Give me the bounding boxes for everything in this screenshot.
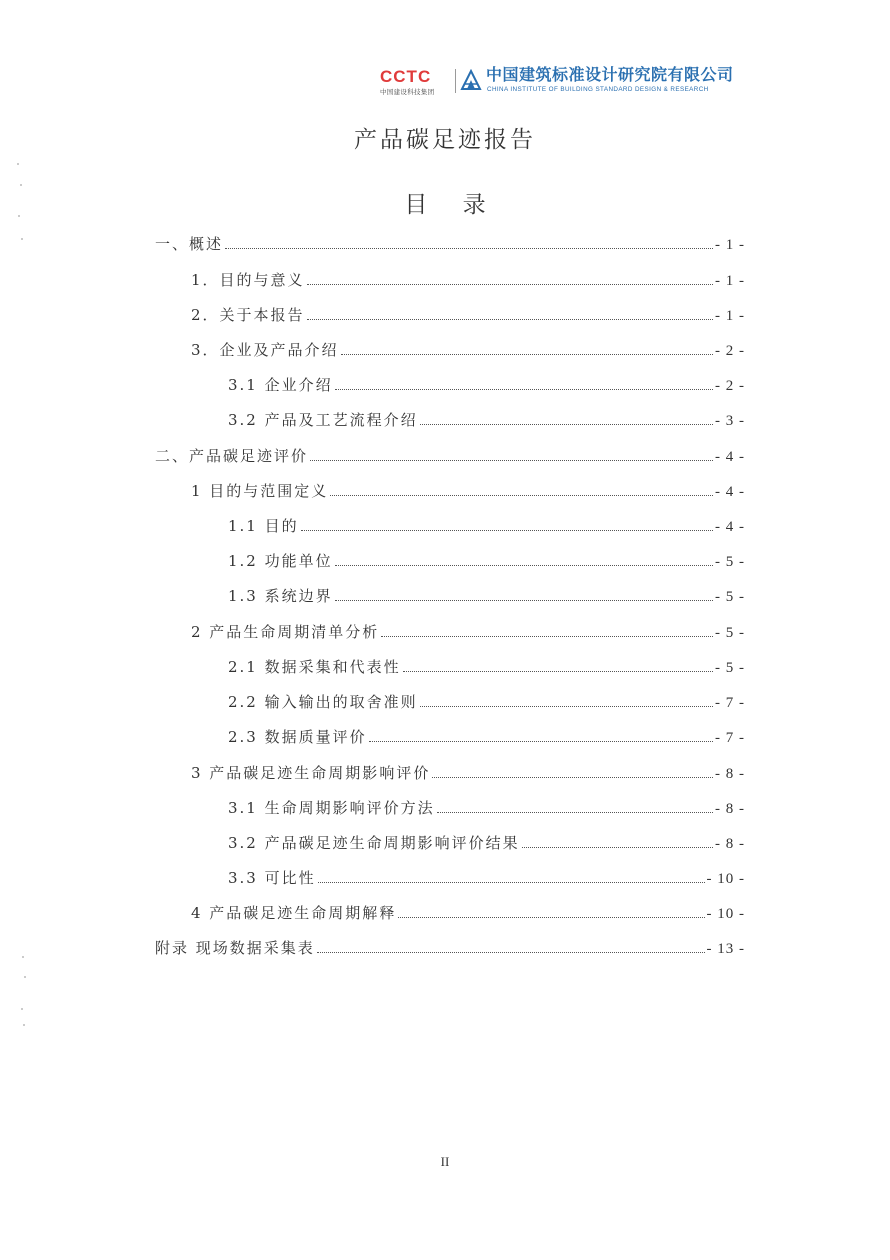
toc-entry-page: - 1 - bbox=[715, 308, 745, 324]
toc-entry-label: 附录 现场数据采集表 bbox=[155, 939, 315, 957]
toc-leader-dots bbox=[307, 284, 713, 285]
toc-entry-page: - 3 - bbox=[715, 413, 745, 429]
toc-entry-appendix[interactable] bbox=[155, 934, 745, 958]
scan-speck bbox=[21, 238, 23, 240]
toc-leader-dots bbox=[317, 952, 705, 953]
toc-entry-label: 二、产品碳足迹评价 bbox=[155, 447, 309, 465]
toc-entry-page: - 4 - bbox=[715, 519, 745, 535]
cctc-logo bbox=[380, 68, 452, 96]
toc-entry-label: 2.2 输入输出的取舍准则 bbox=[228, 693, 418, 711]
scan-speck bbox=[18, 215, 20, 217]
toc-leader-dots bbox=[225, 248, 713, 249]
toc-entry-label: 2.3 数据质量评价 bbox=[228, 728, 367, 746]
toc-leader-dots bbox=[335, 389, 713, 390]
toc-entry-impact-results[interactable] bbox=[228, 829, 745, 853]
toc-entry-page: - 10 - bbox=[706, 906, 745, 922]
logo-divider bbox=[455, 69, 456, 93]
header-logo bbox=[380, 66, 750, 98]
toc-entry-label: 3 产品碳足迹生命周期影响评价 bbox=[191, 764, 431, 782]
toc-entry-label: 3.1 企业介绍 bbox=[228, 376, 333, 394]
toc-entry-product-process[interactable] bbox=[228, 406, 745, 430]
toc-leader-dots bbox=[522, 847, 713, 848]
cctc-logo-mark: CCTC bbox=[380, 67, 432, 86]
toc-entry-data-collection[interactable] bbox=[228, 653, 745, 677]
toc-entry-interpretation[interactable] bbox=[191, 899, 745, 923]
toc-entry-page: - 13 - bbox=[706, 941, 745, 957]
toc-leader-dots bbox=[398, 917, 704, 918]
scan-speck bbox=[22, 956, 24, 958]
toc-entry-company-product[interactable] bbox=[191, 336, 745, 360]
toc-entry-label: 2 产品生命周期清单分析 bbox=[191, 623, 380, 641]
toc-entry-impact-method[interactable] bbox=[228, 794, 745, 818]
toc-leader-dots bbox=[369, 741, 713, 742]
toc-entry-label: 1．目的与意义 bbox=[191, 271, 305, 289]
toc-leader-dots bbox=[310, 460, 713, 461]
toc-leader-dots bbox=[432, 777, 713, 778]
toc-entry-impact-assessment[interactable] bbox=[191, 759, 745, 783]
toc-entry-page: - 5 - bbox=[715, 589, 745, 605]
toc-leader-dots bbox=[381, 636, 713, 637]
toc-entry-purpose-significance[interactable] bbox=[191, 266, 745, 290]
toc-leader-dots bbox=[437, 812, 713, 813]
toc-entry-label: 1.2 功能单位 bbox=[228, 552, 333, 570]
toc-entry-page: - 7 - bbox=[715, 695, 745, 711]
toc-entry-page: - 4 - bbox=[715, 449, 745, 465]
toc-entry-page: - 5 - bbox=[715, 625, 745, 641]
cibsdr-emblem-icon bbox=[460, 69, 482, 91]
scan-speck bbox=[21, 1008, 23, 1010]
toc-entry-page: - 8 - bbox=[715, 766, 745, 782]
toc-entry-page: - 7 - bbox=[715, 730, 745, 746]
toc-entry-comparability[interactable] bbox=[228, 864, 745, 888]
toc-entry-cutoff-criteria[interactable] bbox=[228, 688, 745, 712]
toc-leader-dots bbox=[420, 706, 713, 707]
toc-entry-company-intro[interactable] bbox=[228, 371, 745, 395]
page-number: II bbox=[440, 1154, 450, 1169]
toc-entry-label: 3.3 可比性 bbox=[228, 869, 316, 887]
institute-name-en: CHINA INSTITUTE OF BUILDING STANDARD DESIGN & RESEARCH bbox=[487, 86, 709, 93]
toc-entry-page: - 5 - bbox=[715, 554, 745, 570]
toc-entry-label: 2．关于本报告 bbox=[191, 306, 305, 324]
cctc-logo-subtitle: 中国建设科技集团 bbox=[380, 89, 435, 96]
toc-leader-dots bbox=[335, 600, 713, 601]
scan-speck bbox=[23, 1024, 25, 1026]
scan-speck bbox=[20, 184, 22, 186]
toc-entry-label: 1.1 目的 bbox=[228, 517, 299, 535]
toc-entry-label: 一、概述 bbox=[155, 235, 224, 253]
institute-name-cn: 中国建筑标准设计研究院有限公司 bbox=[486, 67, 734, 84]
toc-entry-page: - 2 - bbox=[715, 343, 745, 359]
toc-entry-system-boundary[interactable] bbox=[228, 582, 745, 606]
toc-entry-inventory-analysis[interactable] bbox=[191, 618, 745, 642]
toc-entry-page: - 8 - bbox=[715, 801, 745, 817]
toc-entry-carbon-footprint-eval[interactable] bbox=[155, 442, 745, 466]
toc-entry-page: - 8 - bbox=[715, 836, 745, 852]
toc-entry-page: - 5 - bbox=[715, 660, 745, 676]
scan-speck bbox=[24, 976, 26, 978]
toc-entry-goal-scope[interactable] bbox=[191, 477, 745, 501]
toc-heading: 目 录 bbox=[404, 192, 500, 218]
toc-entry-page: - 1 - bbox=[715, 237, 745, 253]
toc-entry-page: - 10 - bbox=[706, 871, 745, 887]
toc-leader-dots bbox=[301, 530, 713, 531]
toc-leader-dots bbox=[403, 671, 713, 672]
toc-entry-label: 3．企业及产品介绍 bbox=[191, 341, 339, 359]
toc-entry-page: - 1 - bbox=[715, 273, 745, 289]
scan-speck bbox=[17, 163, 19, 165]
toc-entry-page: - 2 - bbox=[715, 378, 745, 394]
toc-leader-dots bbox=[307, 319, 713, 320]
toc-entry-label: 4 产品碳足迹生命周期解释 bbox=[191, 904, 397, 922]
toc-entry-data-quality[interactable] bbox=[228, 723, 745, 747]
toc-entry-label: 3.2 产品碳足迹生命周期影响评价结果 bbox=[228, 834, 520, 852]
toc-entry-label: 2.1 数据采集和代表性 bbox=[228, 658, 401, 676]
toc-entry-overview[interactable] bbox=[155, 230, 745, 254]
toc-leader-dots bbox=[341, 354, 713, 355]
toc-leader-dots bbox=[420, 424, 713, 425]
toc-entry-label: 1 目的与范围定义 bbox=[191, 482, 329, 500]
toc-leader-dots bbox=[318, 882, 705, 883]
toc-entry-label: 3.2 产品及工艺流程介绍 bbox=[228, 411, 418, 429]
toc-entry-goal[interactable] bbox=[228, 512, 745, 536]
toc-entry-label: 3.1 生命周期影响评价方法 bbox=[228, 799, 435, 817]
toc-leader-dots bbox=[335, 565, 713, 566]
toc-entry-page: - 4 - bbox=[715, 484, 745, 500]
document-title: 产品碳足迹报告 bbox=[354, 127, 536, 153]
toc-entry-about-report[interactable] bbox=[191, 301, 745, 325]
toc-leader-dots bbox=[330, 495, 713, 496]
toc-entry-label: 1.3 系统边界 bbox=[228, 587, 333, 605]
toc-entry-functional-unit[interactable] bbox=[228, 547, 745, 571]
